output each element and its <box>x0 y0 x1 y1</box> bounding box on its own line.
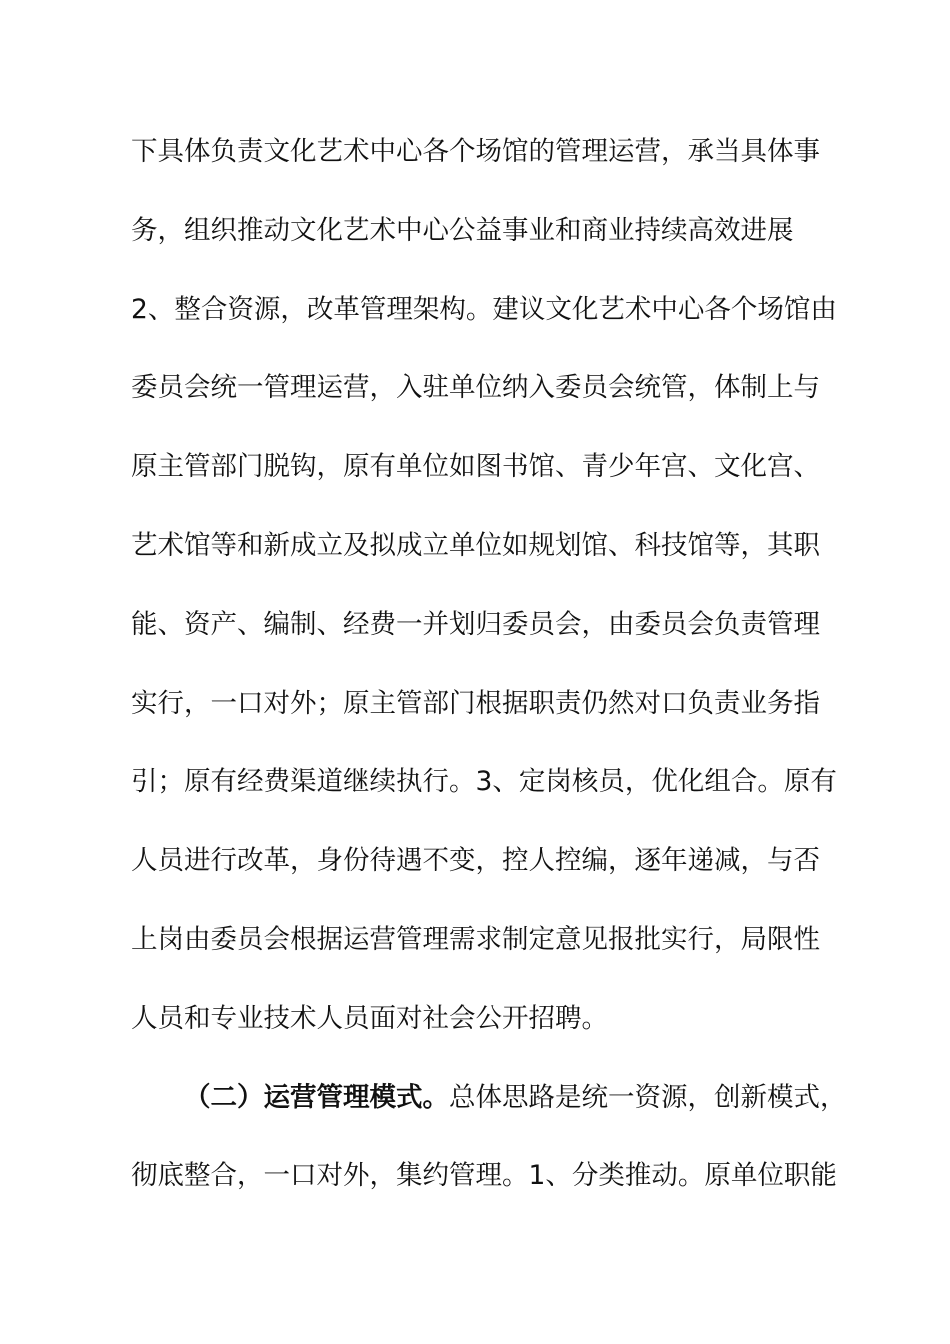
paragraph-line: 务，组织推动文化艺术中心公益事业和商业持续高效进展 <box>131 214 794 246</box>
paragraph-line: 原主管部门脱钩，原有单位如图书馆、青少年宫、文化宫、 <box>131 451 820 483</box>
section-first-line <box>131 1076 847 1155</box>
body-text <box>131 130 847 1233</box>
section-heading: （二）运营管理模式。 <box>184 1081 449 1113</box>
paragraph-line: 实行，一口对外；原主管部门根据职责仍然对口负责业务指 <box>131 687 820 719</box>
paragraph-line: 能、资产、编制、经费一并划归委员会，由委员会负责管理 <box>131 608 820 640</box>
paragraph-line: 引；原有经费渠道继续执行。3、定岗核员，优化组合。原有 <box>131 766 837 798</box>
paragraph-line: 2、整合资源，改革管理架构。建议文化艺术中心各个场馆由 <box>131 293 837 325</box>
paragraph-line: 委员会统一管理运营，入驻单位纳入委员会统管，体制上与 <box>131 372 820 404</box>
paragraph-line: 上岗由委员会根据运营管理需求制定意见报批实行，局限性 <box>131 923 820 955</box>
paragraph-line: 艺术馆等和新成立及拟成立单位如规划馆、科技馆等，其职 <box>131 529 820 561</box>
paragraph-line: 人员和专业技术人员面对社会公开招聘。 <box>131 1002 608 1034</box>
section-first-line-text: 总体思路是统一资源，创新模式， <box>449 1081 847 1113</box>
paragraph-line: 彻底整合，一口对外，集约管理。1、分类推动。原单位职能 <box>131 1160 837 1192</box>
paragraph-line: 下具体负责文化艺术中心各个场馆的管理运营，承当具体事 <box>131 136 820 167</box>
paragraph-line: 人员进行改革，身份待遇不变，控人控编，逐年递减，与否 <box>131 845 820 877</box>
